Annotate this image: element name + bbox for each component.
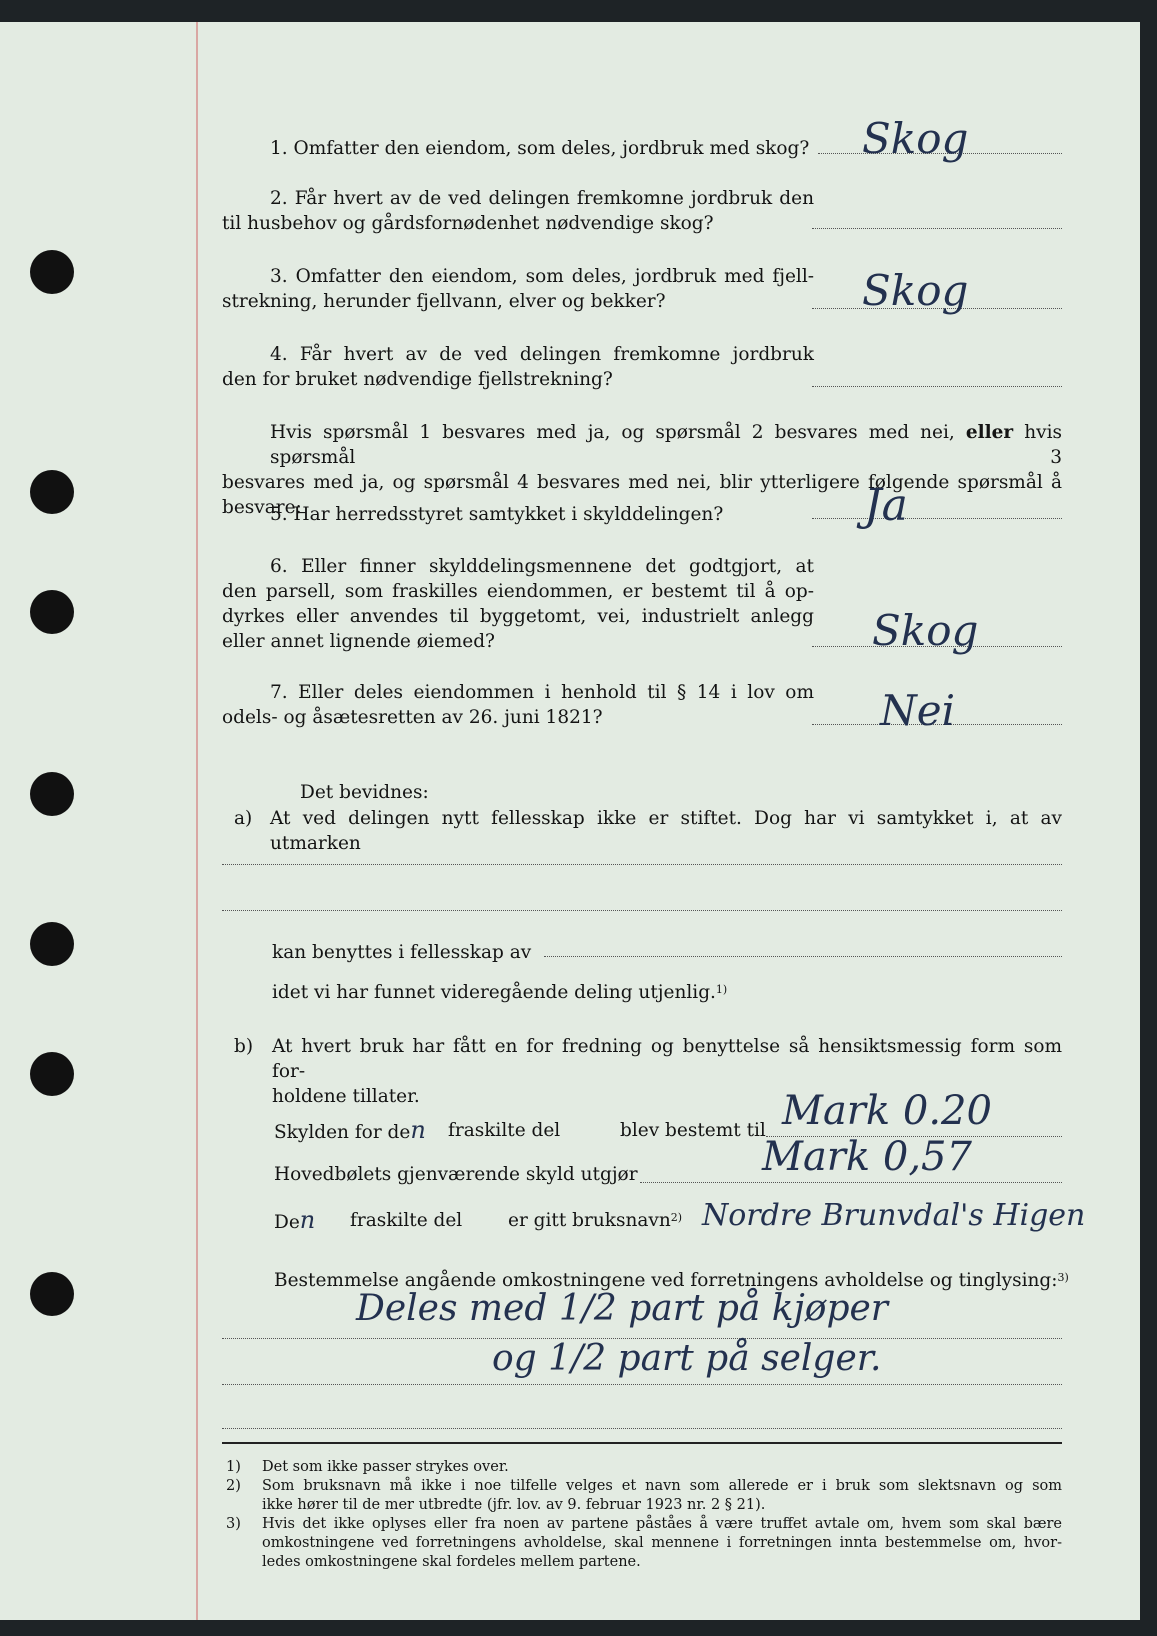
shared-use-label: kan benyttes i fellesskap av — [272, 942, 532, 963]
handwritten-answer-6: Skog — [872, 606, 979, 655]
answer-line — [640, 1182, 1062, 1183]
footnote-3: Hvis det ikke oplyses eller fra noen av partene påståes å være truffet avtale om, hvem som skal bære omkostningene ved forretningens avholdelse, skal mennene i forretningen innta bestemmelse om, hvor- ledes omkostningene skal fordeles mellem partene. — [262, 1516, 1062, 1570]
conditional-instruction: Hvis spørsmål 1 besvares med ja, og spørsmål 2 besvares med nei, eller hvis spørsmål 3 besvares med ja, og spørsmål 4 besvares med nei, blir ytterligere følgende spørsmål å besvare: — [222, 422, 1062, 518]
footnote-2-mark: 2) — [226, 1478, 241, 1494]
blank-line — [222, 910, 1062, 911]
binder-hole — [30, 922, 74, 966]
binder-hole — [30, 1052, 74, 1096]
binder-hole — [30, 1272, 74, 1316]
item-b-label: b) — [234, 1036, 254, 1057]
margin-rule — [196, 22, 198, 1620]
footnote-3-mark: 3) — [226, 1516, 241, 1532]
blank-line — [222, 864, 1062, 865]
question-7: 7. Eller deles eiendommen i henhold til § 14 i lov om odels- og åsætesretten av 26. juni 1821? — [222, 682, 814, 728]
question-1: 1. Omfatter den eiendom, som deles, jordbruk med skog? — [270, 138, 810, 159]
item-a-text: At ved delingen nytt fellesskap ikke er stiftet. Dog har vi samtykket i, at av utmarken — [270, 808, 1062, 854]
footnote-2: Som bruksnavn må ikke i noe tilfelle velges et navn som allerede er i bruk som slektsnavn og som ikke hører til de mer utbredte (jfr. lov. av 9. februar 1923 nr. 2 § 21). — [262, 1478, 1062, 1513]
main-skyld-label: Hovedbølets gjenværende skyld utgjør — [274, 1164, 638, 1185]
name-given: er gitt bruksnavn$^{2)}$ — [508, 1210, 683, 1231]
item-a-label: a) — [234, 808, 253, 829]
answer-line — [812, 386, 1062, 387]
handwritten-cost-line-1: Deles med 1/2 part på kjøper — [356, 1288, 889, 1329]
footnote-1-mark: 1) — [226, 1459, 241, 1475]
handwritten-farm-name: Nordre Brunvdal's Higen — [702, 1198, 1086, 1233]
footnote-1: Det som ikke passer strykes over. — [262, 1459, 509, 1475]
skyld-part: fraskilte del — [448, 1120, 561, 1141]
binder-hole — [30, 470, 74, 514]
handwritten-skyld-value: Mark 0.20 — [782, 1088, 992, 1134]
skyld-label: Skylden for den — [274, 1116, 426, 1144]
name-part: fraskilte del — [350, 1210, 463, 1231]
handwritten-answer-5: Ja — [864, 480, 908, 531]
binder-hole — [30, 250, 74, 294]
handwritten-answer-3: Skog — [862, 266, 969, 315]
footnote-rule — [222, 1442, 1062, 1444]
blank-line — [544, 956, 1062, 957]
cost-label: Bestemmelse angående omkostningene ved forretningens avholdelse og tinglysing:$^{3)}$ — [274, 1270, 1069, 1291]
question-5: 5. Har herredsstyret samtykket i skylddelingen? — [270, 504, 724, 525]
answer-line — [222, 1428, 1062, 1429]
skyld-determined: blev bestemt til — [620, 1120, 766, 1141]
item-b-text: At hvert bruk har fått en for fredning og benyttelse så hensiktsmessig form som for- holdene tillater. — [272, 1036, 1062, 1107]
answer-line — [812, 518, 1062, 519]
handwritten-cost-line-2: og 1/2 part på selger. — [492, 1338, 882, 1379]
handwritten-answer-1: Skog — [862, 114, 969, 163]
certify-heading: Det bevidnes: — [300, 782, 429, 803]
name-label: Den — [274, 1206, 316, 1234]
form-page — [0, 22, 1140, 1620]
question-6: 6. Eller finner skylddelingsmennene det godtgjort, at den parsell, som fraskilles eiendommen, er bestemt til å op- dyrkes eller anvendes til byggetomt, vei, industrielt anlegg eller annet lignende øiemed? — [222, 556, 814, 652]
question-2: 2. Får hvert av de ved delingen fremkomne jordbruk den til husbehov og gårdsfornødenhet nødvendige skog? — [222, 188, 814, 234]
handwritten-main-value: Mark 0,57 — [762, 1134, 972, 1180]
handwritten-answer-7: Nei — [880, 686, 956, 735]
answer-line — [812, 228, 1062, 229]
question-3: 3. Omfatter den eiendom, som deles, jordbruk med fjell- strekning, herunder fjellvann, elver og bekker? — [222, 266, 814, 312]
answer-line — [222, 1384, 1062, 1385]
binder-hole — [30, 772, 74, 816]
question-4: 4. Får hvert av de ved delingen fremkomne jordbruk den for bruket nødvendige fjellstrekning? — [222, 344, 814, 390]
binder-hole — [30, 590, 74, 634]
deemed-text: idet vi har funnet videregående deling utjenlig.$^{1)}$ — [272, 982, 728, 1003]
